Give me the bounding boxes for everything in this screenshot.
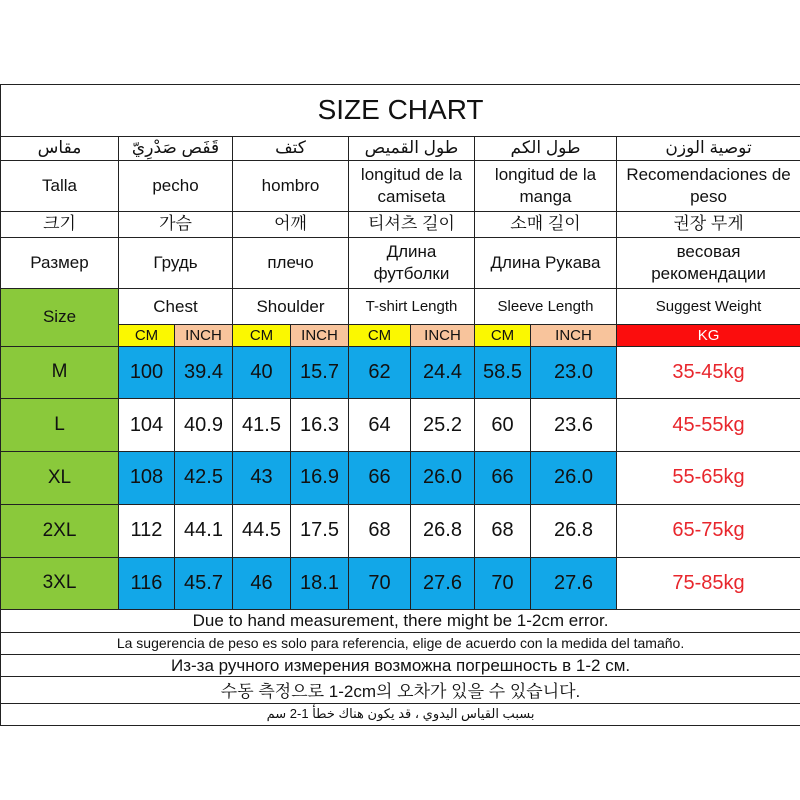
sleeve-length-inch: 26.8 — [531, 504, 617, 557]
size-label: XL — [1, 452, 119, 505]
sleeve-length-inch: 23.6 — [531, 399, 617, 452]
shoulder-cm: 46 — [233, 557, 291, 610]
shoulder-cm: 44.5 — [233, 504, 291, 557]
shirt-length-inch: 24.4 — [411, 346, 475, 399]
header-shoulder: 어깨 — [233, 211, 349, 237]
shirt-length-cm: 62 — [349, 346, 411, 399]
header-weight: Recomendaciones de peso — [617, 161, 800, 212]
header-chest: قَفَص صَدْرِيّ — [119, 136, 233, 160]
sleeve-length-inch: 27.6 — [531, 557, 617, 610]
shoulder-cm: 41.5 — [233, 399, 291, 452]
note-row — [1, 677, 800, 703]
header-size: Talla — [1, 161, 119, 212]
shirt-length-cm: 70 — [349, 557, 411, 610]
sleeve-length-cm: 66 — [475, 452, 531, 505]
sleeve-length-inch: 26.0 — [531, 452, 617, 505]
chest-inch: 40.9 — [175, 399, 233, 452]
header-row-english — [1, 288, 800, 325]
header-chest: 가슴 — [119, 211, 233, 237]
suggest-weight: 35-45kg — [617, 346, 800, 399]
header-shirt-length: T-shirt Length — [349, 288, 475, 325]
chest-cm: 116 — [119, 557, 175, 610]
shoulder-inch: 17.5 — [291, 504, 349, 557]
title-row — [1, 85, 800, 137]
suggest-weight: 75-85kg — [617, 557, 800, 610]
unit-cm: CM — [475, 325, 531, 346]
shoulder-inch: 15.7 — [291, 346, 349, 399]
header-weight: Suggest Weight — [617, 288, 800, 325]
size-label: 2XL — [1, 504, 119, 557]
suggest-weight: 45-55kg — [617, 399, 800, 452]
chest-cm: 100 — [119, 346, 175, 399]
table-row — [1, 557, 800, 610]
shoulder-cm: 43 — [233, 452, 291, 505]
header-row-spanish — [1, 161, 800, 212]
header-size: 크기 — [1, 211, 119, 237]
shirt-length-cm: 66 — [349, 452, 411, 505]
suggest-weight: 55-65kg — [617, 452, 800, 505]
unit-inch: INCH — [411, 325, 475, 346]
shoulder-inch: 16.3 — [291, 399, 349, 452]
header-sleeve-length: طول الكم — [475, 136, 617, 160]
chart-title: SIZE CHART — [1, 85, 800, 137]
header-sleeve-length: Длина Рукава — [475, 238, 617, 289]
note-row — [1, 703, 800, 725]
unit-cm: CM — [233, 325, 291, 346]
header-chest: Chest — [119, 288, 233, 325]
unit-inch: INCH — [531, 325, 617, 346]
header-size: Размер — [1, 238, 119, 289]
header-sleeve-length: 소매 길이 — [475, 211, 617, 237]
note-korean: 수동 측정으로 1-2cm의 오차가 있을 수 있습니다. — [1, 677, 800, 703]
shoulder-inch: 18.1 — [291, 557, 349, 610]
unit-cm: CM — [119, 325, 175, 346]
shirt-length-inch: 26.8 — [411, 504, 475, 557]
sleeve-length-cm: 58.5 — [475, 346, 531, 399]
shirt-length-inch: 26.0 — [411, 452, 475, 505]
chest-inch: 44.1 — [175, 504, 233, 557]
size-label: 3XL — [1, 557, 119, 610]
note-arabic: بسبب القياس اليدوي ، قد يكون هناك خطأ 1-2 سم — [1, 703, 800, 725]
note-russian: Из-за ручного измерения возможна погрешность в 1-2 см. — [1, 654, 800, 676]
header-chest: pecho — [119, 161, 233, 212]
sleeve-length-cm: 60 — [475, 399, 531, 452]
shirt-length-inch: 25.2 — [411, 399, 475, 452]
unit-inch: INCH — [175, 325, 233, 346]
size-chart-table — [0, 84, 800, 726]
shirt-length-cm: 64 — [349, 399, 411, 452]
unit-kg: KG — [617, 325, 800, 346]
unit-cm: CM — [349, 325, 411, 346]
sleeve-length-cm: 70 — [475, 557, 531, 610]
shoulder-inch: 16.9 — [291, 452, 349, 505]
header-shirt-length: longitud de la camiseta — [349, 161, 475, 212]
header-shirt-length: Длина футболки — [349, 238, 475, 289]
suggest-weight: 65-75kg — [617, 504, 800, 557]
header-row-arabic — [1, 136, 800, 160]
table-row — [1, 504, 800, 557]
header-shirt-length: 티셔츠 길이 — [349, 211, 475, 237]
header-weight: весовая рекомендации — [617, 238, 800, 289]
header-weight: توصية الوزن — [617, 136, 800, 160]
header-chest: Грудь — [119, 238, 233, 289]
sleeve-length-inch: 23.0 — [531, 346, 617, 399]
header-size: مقاس — [1, 136, 119, 160]
chest-inch: 45.7 — [175, 557, 233, 610]
table-row — [1, 399, 800, 452]
chest-cm: 112 — [119, 504, 175, 557]
unit-inch: INCH — [291, 325, 349, 346]
chest-cm: 104 — [119, 399, 175, 452]
note-row — [1, 654, 800, 676]
shirt-length-inch: 27.6 — [411, 557, 475, 610]
table-row — [1, 346, 800, 399]
shoulder-cm: 40 — [233, 346, 291, 399]
chest-inch: 42.5 — [175, 452, 233, 505]
note-spanish: La sugerencia de peso es solo para referencia, elige de acuerdo con la medida del tamaño. — [1, 632, 800, 654]
header-shoulder: كتف — [233, 136, 349, 160]
size-label: L — [1, 399, 119, 452]
header-shoulder: плечо — [233, 238, 349, 289]
shirt-length-cm: 68 — [349, 504, 411, 557]
header-shoulder: Shoulder — [233, 288, 349, 325]
note-row — [1, 632, 800, 654]
size-header: Size — [1, 288, 119, 346]
chest-cm: 108 — [119, 452, 175, 505]
note-english: Due to hand measurement, there might be 1-2cm error. — [1, 610, 800, 632]
header-shoulder: hombro — [233, 161, 349, 212]
size-label: M — [1, 346, 119, 399]
header-shirt-length: طول القميص — [349, 136, 475, 160]
note-row — [1, 610, 800, 632]
sleeve-length-cm: 68 — [475, 504, 531, 557]
header-row-russian — [1, 238, 800, 289]
table-row — [1, 452, 800, 505]
header-weight: 권장 무게 — [617, 211, 800, 237]
header-sleeve-length: Sleeve Length — [475, 288, 617, 325]
header-row-korean — [1, 211, 800, 237]
chest-inch: 39.4 — [175, 346, 233, 399]
unit-row — [1, 325, 800, 346]
header-sleeve-length: longitud de la manga — [475, 161, 617, 212]
